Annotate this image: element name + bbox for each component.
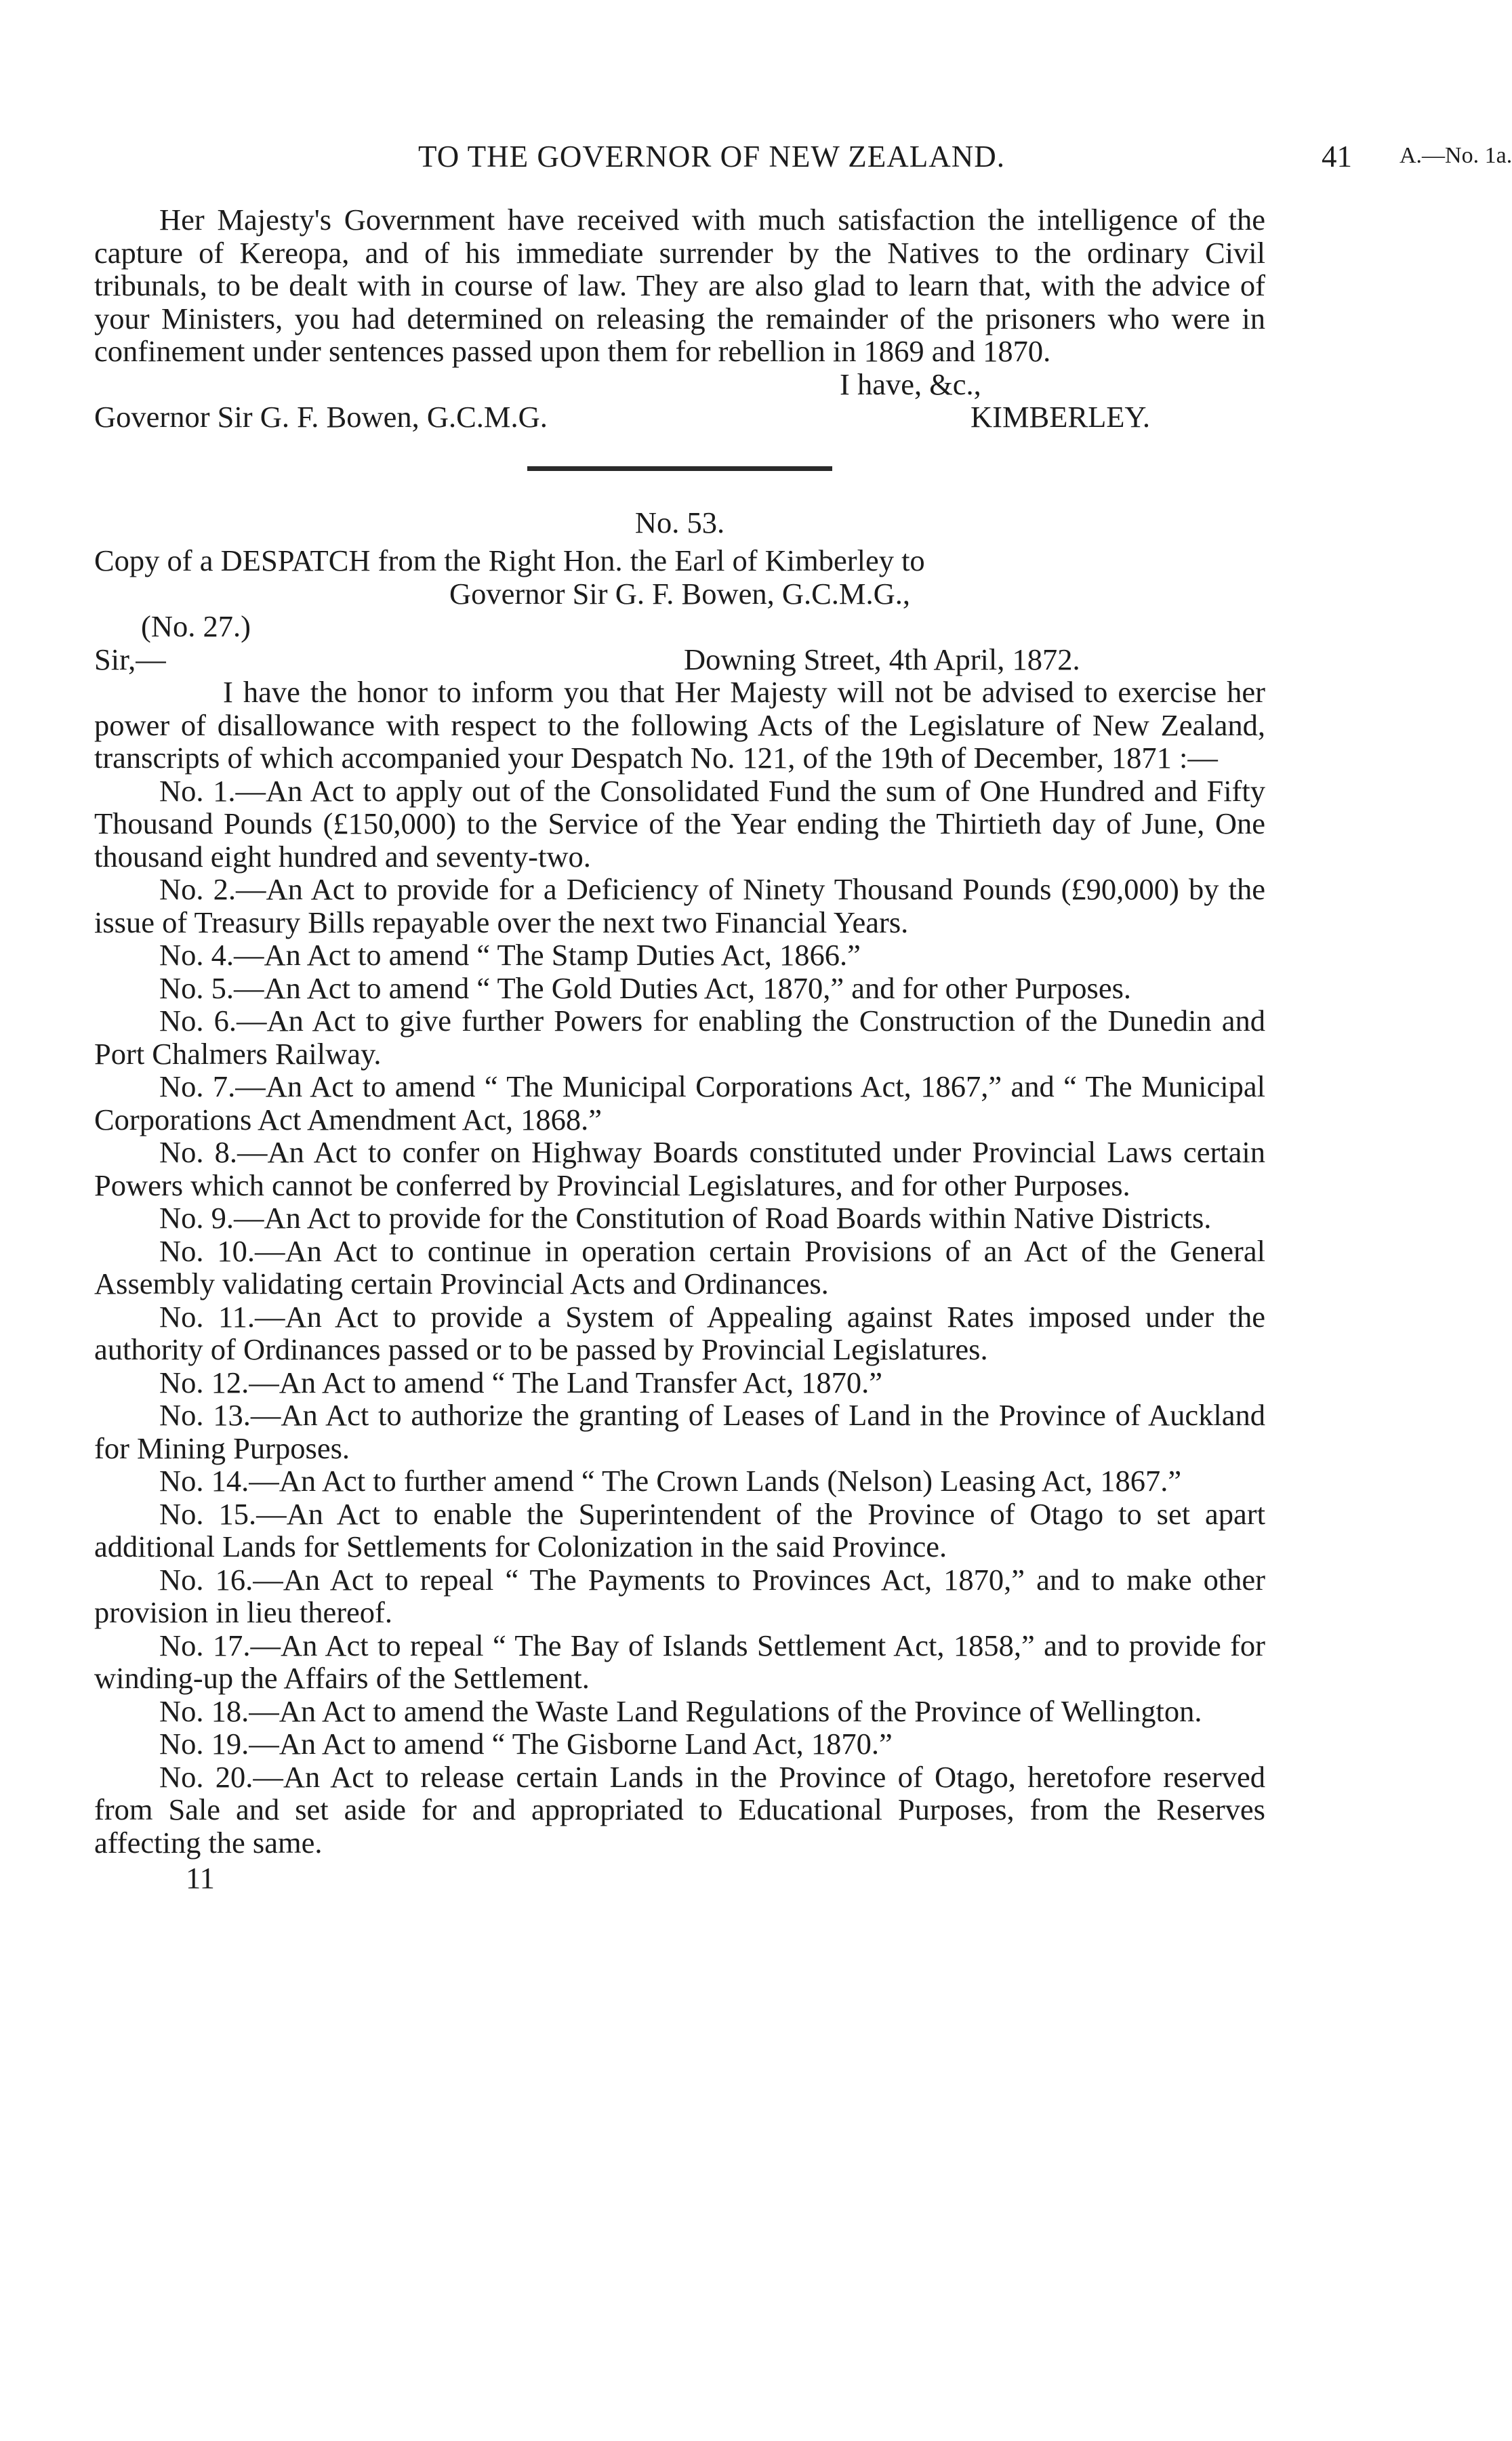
act-item: No. 15.—An Act to enable the Superintendent of the Province of Otago to set apart additional Lands for Settlements for Colonization in the said Province.: [94, 1496, 1265, 1563]
act-item: No. 11.—An Act to provide a System of Appealing against Rates imposed under the authority of Ordinances passed or to be passed by Provincial Legislatures.: [94, 1299, 1265, 1366]
act-item: No. 10.—An Act to continue in operation certain Provisions of an Act of the General Assembly validating certain Provincial Acts and Ordinances.: [94, 1233, 1265, 1300]
act-item: No. 6.—An Act to give further Powers for enabling the Construction of the Dunedin and Port Chalmers Railway.: [94, 1004, 1265, 1071]
paper-code: A.—No. 1a.: [1399, 143, 1512, 168]
act-item: No. 5.—An Act to amend “ The Gold Duties Act, 1870,” and for other Purposes.: [159, 970, 1132, 1005]
section-rule: [527, 466, 832, 471]
act-item: No. 8.—An Act to confer on Highway Boards constituted under Provincial Laws certain Powers which cannot be conferred by Provincial Legislatures, and for other Purposes.: [94, 1135, 1265, 1202]
act-item: No. 20.—An Act to release certain Lands in the Province of Otago, heretofore reserved from Sale and set aside for and appropriated to Educational Purposes, from the Reserves affecting the same.: [94, 1759, 1265, 1860]
act-item: No. 19.—An Act to amend “ The Gisborne Land Act, 1870.”: [159, 1727, 893, 1761]
addressee: Governor Sir G. F. Bowen, G.C.M.G.: [94, 400, 548, 434]
running-head: [95, 139, 1512, 180]
act-item: No. 18.—An Act to amend the Waste Land Regulations of the Province of Wellington.: [159, 1694, 1202, 1728]
act-item: No. 16.—An Act to repeal “ The Payments to Provinces Act, 1870,” and to make other provision in lieu thereof.: [94, 1562, 1265, 1629]
despatch-number: No. 53.: [634, 505, 725, 539]
despatch-ref-row: [94, 610, 1265, 643]
act-item: No. 13.—An Act to authorize the granting of Leases of Land in the Province of Auckland for Mining Purposes.: [94, 1398, 1265, 1465]
page-body: [94, 203, 1265, 1895]
signature-mark: 11: [186, 1861, 215, 1895]
despatch-ref: (No. 27.): [141, 609, 251, 643]
running-head-title: TO THE GOVERNOR OF NEW ZEALAND.: [418, 140, 1005, 173]
act-item: No. 14.—An Act to further amend “ The Crown Lands (Nelson) Leasing Act, 1867.”: [159, 1464, 1182, 1498]
salutation-row: [94, 643, 1265, 676]
act-item: No. 2.—An Act to provide for a Deficiency of Ninety Thousand Pounds (£90,000) by the issue of Treasury Bills repayable over the next two Financial Years.: [94, 872, 1265, 939]
act-item: No. 17.—An Act to repeal “ The Bay of Islands Settlement Act, 1858,” and to provide for winding-up the Affairs of the Settlement.: [94, 1628, 1265, 1695]
acts-list: [94, 775, 1265, 1860]
act-item: No. 12.—An Act to amend “ The Land Transfer Act, 1870.”: [159, 1365, 883, 1399]
act-item: No. 9.—An Act to provide for the Constitution of Road Boards within Native Districts.: [159, 1201, 1212, 1235]
place-date: Downing Street, 4th April, 1872.: [684, 642, 1080, 676]
act-item: No. 1.—An Act to apply out of the Consolidated Fund the sum of One Hundred and Fifty Thousand Pounds (£150,000) to the Service of the Year ending the Thirtieth day of June, One thousand eight hundred and seventy-two.: [94, 773, 1265, 874]
signature: KIMBERLEY.: [970, 400, 1150, 434]
addressee-row: [94, 401, 1265, 434]
letter-end-paragraph: Her Majesty's Government have received with much satisfaction the intelligence of the capture of Kereopa, and of his immediate surrender by the Natives to the ordinary Civil tribunals, to be dealt with in course of law. They are also glad to learn that, with the advice of your Ministers, you had determined on releasing the remainder of the prisoners who were in confinement under sentences passed upon them for rebellion in 1869 and 1870.: [94, 203, 1265, 368]
despatch-intro: I have the honor to inform you that Her Majesty will not be advised to exercise her power of disallowance with respect to the following Acts of the Legislature of New Zealand, transcripts of which accompanied your Despatch No. 121, of the 19th of December, 1871 :—: [94, 675, 1265, 775]
despatch-heading-line1: Copy of a DESPATCH from the Right Hon. the Earl of Kimberley to: [94, 543, 925, 577]
salutation: Sir,—: [94, 642, 166, 676]
closing: I have, &c.,: [840, 367, 981, 401]
page-number: 41: [1322, 140, 1352, 173]
signature-mark-row: [94, 1862, 1265, 1895]
act-item: No. 4.—An Act to amend “ The Stamp Duties Act, 1866.”: [159, 938, 861, 972]
act-item: No. 7.—An Act to amend “ The Municipal Corporations Act, 1867,” and “ The Municipal Corporations Act Amendment Act, 1868.”: [94, 1069, 1265, 1136]
despatch-heading-line2: Governor Sir G. F. Bowen, G.C.M.G.,: [449, 576, 910, 611]
closing-row: [94, 368, 1265, 401]
